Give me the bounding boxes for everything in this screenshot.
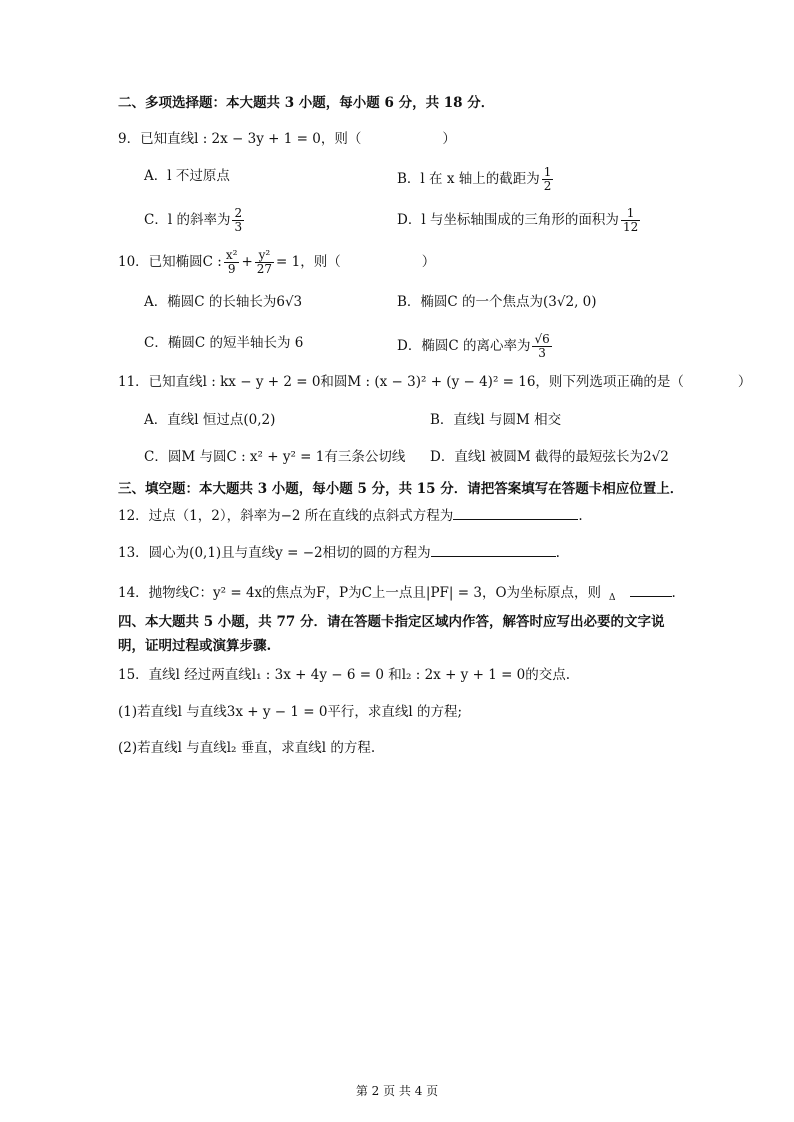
q15-part1: (1)若直线l 与直线3x + y − 1 = 0平行，求直线l 的方程;	[118, 704, 463, 720]
q13-answer-blank[interactable]	[431, 542, 556, 557]
section4-heading-line1: 四、本大题共 5 小题，共 77 分．请在答题卡指定区域内作答，解答时应写出必要的文字说	[118, 614, 665, 630]
q15-part2: (2)若直线l 与直线l₂ 垂直，求直线l 的方程.	[118, 740, 376, 756]
q9-option-a: A．l 不过原点	[144, 168, 230, 184]
q10-stem-prefix: 10．已知椭圆C :	[118, 254, 222, 270]
q11-stem: 11．已知直线l : kx − y + 2 = 0和圆M : (x − 3)² + (y − 4)² = 16，则下列选项正确的是（ ）	[118, 374, 752, 390]
q14-text: 14．抛物线C：y² = 4x的焦点为F，P为C上一点且|PF| = 3，O为坐标原点，则	[118, 585, 602, 601]
fraction-numerator: 1	[543, 165, 552, 179]
q11-option-b: B．直线l 与圆M 相交	[430, 412, 562, 428]
q13-text: 13．圆心为(0,1)且与直线y = −2相切的圆的方程为	[118, 545, 431, 561]
q10-option-b: B．椭圆C 的一个焦点为(3√2, 0)	[397, 294, 597, 310]
q10-stem	[118, 249, 435, 276]
q9-option-d-fraction	[621, 207, 640, 234]
q10-fraction-x	[224, 249, 240, 276]
fraction-numerator: y²	[255, 249, 274, 263]
page-footer: 第 2 页 共 4 页	[355, 1084, 439, 1098]
q11-option-a: A．直线l 恒过点(0,2)	[144, 412, 276, 428]
fraction-numerator: x²	[225, 248, 238, 262]
q10-option-c: C．椭圆C 的短半轴长为 6	[144, 335, 304, 351]
q14-answer-blank[interactable]	[630, 582, 672, 597]
q9-option-c-text: C．l 的斜率为	[144, 212, 231, 228]
q9-option-b	[397, 166, 555, 193]
q12	[118, 505, 583, 526]
q11-option-c: C．圆M 与圆C : x² + y² = 1有三条公切线	[144, 449, 406, 465]
q14	[118, 582, 676, 608]
fraction-denominator: 9	[227, 262, 236, 276]
q10-option-d	[397, 333, 554, 360]
q15-stem: 15．直线l 经过两直线l₁ : 3x + 4y − 6 = 0 和l₂ : 2x + y + 1 = 0的交点.	[118, 667, 571, 683]
fraction-denominator: 3	[234, 220, 243, 234]
q9-option-c-fraction	[232, 207, 244, 234]
fraction-denominator: 12	[622, 220, 639, 234]
fraction-denominator: 27	[256, 262, 273, 276]
fraction-denominator: 3	[538, 346, 546, 360]
q10-option-a: A．椭圆C 的长轴长为6√3	[144, 294, 303, 310]
q10-fraction-y	[255, 249, 274, 276]
q10-option-d-fraction	[532, 333, 551, 360]
section2-heading: 二、多项选择题：本大题共 3 小题，每小题 6 分，共 18 分．	[118, 95, 495, 111]
q9-option-b-fraction	[542, 166, 554, 193]
q11-option-d: D．直线l 被圆M 截得的最短弦长为2√2	[430, 449, 669, 465]
q9-option-b-text: B．l 在 x 轴上的截距为	[397, 171, 540, 187]
q12-answer-blank[interactable]	[453, 505, 578, 520]
q9-stem: 9．已知直线l : 2x − 3y + 1 = 0，则（ ）	[118, 131, 456, 147]
fraction-numerator: 1	[621, 207, 640, 221]
q9-option-d	[397, 207, 642, 234]
section3-heading: 三、填空题：本大题共 3 小题，每小题 5 分，共 15 分．请把答案填写在答题卡相应位置上．	[118, 481, 684, 497]
q13-end: .	[555, 545, 560, 561]
section4-heading-line2: 明，证明过程或演算步骤.	[118, 638, 272, 654]
q12-end: .	[578, 508, 583, 524]
fraction-denominator: 2	[543, 179, 552, 193]
q13	[118, 542, 560, 563]
delta-mark-icon: Δ	[609, 593, 616, 603]
fraction-numerator: 2	[234, 206, 243, 220]
fraction-numerator: √6	[534, 332, 550, 346]
q10-stem-suffix: = 1，则（ ）	[276, 254, 436, 270]
q9-option-d-text: D．l 与坐标轴围成的三角形的面积为	[397, 212, 619, 228]
q12-text: 12．过点（1，2），斜率为−2 所在直线的点斜式方程为	[118, 508, 454, 524]
q9-option-c	[144, 207, 246, 234]
q10-plus: +	[241, 254, 253, 270]
q14-end: .	[671, 585, 676, 601]
q10-option-d-text: D．椭圆C 的离心率为	[397, 338, 531, 354]
